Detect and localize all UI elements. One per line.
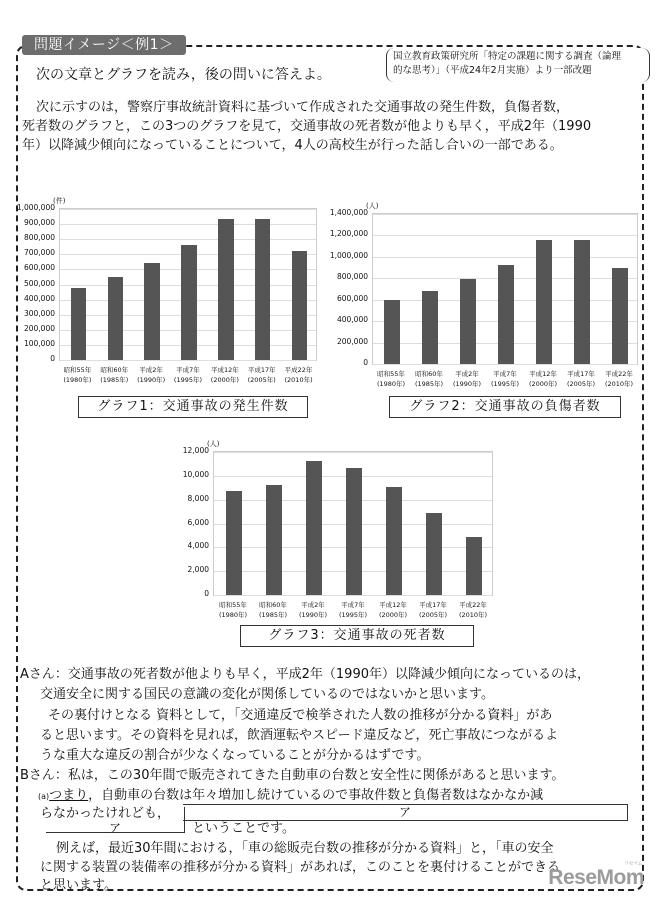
x-era-label: 昭和60年: [100, 366, 129, 374]
resemom-logo: [548, 861, 644, 890]
y-tick-label: 300,000: [23, 308, 55, 318]
bar: [498, 265, 514, 364]
gridline: [373, 257, 637, 258]
y-tick-label: 800,000: [23, 233, 55, 243]
bar: [384, 300, 400, 364]
intro-paragraph-line: 死者数のグラフと，この3つのグラフを見て，交通事故の死者数が他よりも早く，平成2年（1990: [22, 119, 592, 134]
instruction: 次の文章とグラフを読み，後の問いに答えよ。: [36, 67, 331, 83]
x-year-label: (1990年): [137, 376, 166, 384]
x-year-label: (2000年): [528, 380, 558, 388]
chart-injuries: [320, 195, 650, 425]
x-year-label: (2000年): [210, 376, 239, 384]
chart-accidents: [0, 195, 320, 425]
y-tick-label: 700,000: [23, 248, 55, 258]
source-citation: [386, 48, 650, 82]
plot-area: [372, 213, 638, 365]
chart-deaths: [170, 435, 500, 635]
x-era-label: 昭和55年: [219, 601, 247, 609]
x-year-label: (1995年): [173, 376, 203, 384]
y-tick-label: 8,000: [187, 493, 209, 503]
annotation-marker: (a): [38, 792, 50, 801]
x-year-label: (1980年): [63, 376, 92, 384]
bar: [422, 291, 438, 364]
x-era-label: 昭和60年: [259, 601, 287, 609]
y-tick-label: 1,400,000: [329, 208, 368, 217]
y-tick-label: 800,000: [336, 272, 368, 282]
x-era-label: 平成17年: [247, 366, 276, 374]
y-tick-label: 900,000: [23, 218, 55, 228]
blank-a-part1[interactable]: ア: [183, 804, 628, 821]
y-tick-label: 6,000: [187, 517, 209, 527]
dialogue-text: ，自動車の台数は年々増加し続けているので事故件数と負傷者数はなかなか減: [88, 788, 544, 803]
x-era-label: 平成12年: [379, 601, 407, 609]
gridline: [60, 209, 316, 210]
bar: [218, 219, 233, 360]
x-year-label: (1990年): [452, 380, 482, 388]
bar: [536, 240, 552, 364]
y-unit-label: (人): [207, 440, 220, 448]
x-year-label: (2000年): [378, 611, 408, 619]
gridline: [373, 214, 637, 215]
bar: [71, 288, 86, 360]
y-tick-label: 200,000: [336, 336, 368, 346]
plot-area: [59, 208, 317, 361]
x-year-label: (2010年): [458, 611, 488, 619]
y-tick-label: 0: [204, 589, 209, 598]
x-year-label: (1985年): [100, 376, 129, 384]
gridline: [214, 452, 492, 453]
y-tick-label: 1,000,000: [16, 203, 55, 212]
x-year-label: (2005年): [418, 611, 448, 619]
x-tick-label: [276, 365, 321, 385]
gridline: [60, 224, 316, 225]
y-tick-label: 600,000: [23, 263, 55, 273]
x-year-label: (1995年): [490, 380, 520, 388]
bar: [306, 461, 323, 595]
bar: [574, 240, 590, 364]
x-era-label: 平成7年: [493, 370, 517, 378]
x-year-label: (2010年): [284, 376, 313, 384]
bar: [108, 277, 123, 360]
blank-a-part2[interactable]: ア: [46, 807, 185, 833]
dialogue-a-line: その裏付けとなる 資料として，「交通違反で検挙された人数の推移が分かる資料」があ: [48, 708, 553, 723]
bar: [466, 537, 483, 595]
gridline: [214, 595, 492, 596]
plot-area: [213, 451, 493, 596]
dialogue-b-line: 例えば，最近30年間における，「車の総販売台数の推移が分かる資料」と，「車の安全: [56, 841, 554, 856]
dialogue-a-line: Aさん：交通事故の死者数が他よりも早く，平成2年（1990年）以降減少傾向になっているのは，: [20, 667, 590, 682]
x-era-label: 平成17年: [567, 370, 595, 378]
y-tick-label: 500,000: [23, 278, 55, 288]
bar: [255, 219, 270, 360]
x-year-label: (1990年): [298, 611, 328, 619]
bar: [292, 251, 307, 360]
bar: [386, 487, 403, 595]
x-era-label: 平成2年: [455, 370, 479, 378]
bar: [426, 513, 443, 595]
logo-kana: リセマム: [624, 861, 642, 867]
dialogue-b-line: Bさん：私は，この30年間で販売されてきた自動車の台数と安全性に関係があると思います。: [20, 768, 565, 783]
y-tick-label: 400,000: [336, 315, 368, 325]
dialogue-b-line: [38, 786, 543, 806]
y-tick-label: 100,000: [23, 338, 55, 348]
x-era-label: 平成22年: [605, 370, 633, 378]
x-era-label: 昭和60年: [415, 370, 443, 378]
dialogue-b-line: と思います。: [40, 878, 117, 893]
y-tick-label: 12,000: [182, 446, 209, 455]
x-era-label: 平成22年: [459, 601, 487, 609]
bar: [612, 268, 628, 364]
x-era-label: 平成17年: [419, 601, 447, 609]
intro-paragraph-line: 年）以降減少傾向になっていることについて，4人の高校生が行った話し合いの一部である。: [22, 138, 563, 153]
x-year-label: (2005年): [247, 376, 276, 384]
x-era-label: 昭和55年: [63, 366, 92, 374]
dialogue-b-line: ということです。: [192, 821, 295, 836]
gridline: [60, 360, 316, 361]
x-tick-label: [596, 369, 642, 389]
bar: [226, 491, 243, 595]
gridline: [60, 239, 316, 240]
x-year-label: (1995年): [338, 611, 368, 619]
question-label: 問題イメージ＜例1＞: [22, 35, 186, 55]
source-line: 国立教育政策研究所「特定の課題に関する調査（論理: [393, 51, 622, 62]
underlined-phrase: つまり: [49, 788, 89, 803]
x-year-label: (2005年): [566, 380, 596, 388]
gridline: [373, 364, 637, 365]
y-unit-label: (人): [366, 202, 379, 210]
chart-caption-2: グラフ2：交通事故の負傷者数: [389, 396, 621, 418]
x-era-label: 平成2年: [139, 366, 163, 374]
y-tick-label: 400,000: [23, 293, 55, 303]
x-era-label: 平成12年: [210, 366, 239, 374]
chart-caption-1: グラフ1：交通事故の発生件数: [78, 396, 308, 418]
bar: [346, 468, 363, 595]
bar: [181, 245, 196, 360]
x-era-label: 昭和55年: [377, 370, 405, 378]
logo-text: ReseMom: [548, 866, 644, 889]
y-tick-label: 1,000,000: [329, 250, 368, 260]
x-tick-label: [449, 600, 497, 620]
y-tick-label: 2,000: [187, 565, 209, 575]
x-era-label: 平成7年: [176, 366, 200, 374]
y-tick-label: 0: [363, 358, 368, 367]
dialogue-a-line: 交通安全に関する国民の意識の変化が関係しているのではないかと思います。: [40, 687, 494, 702]
bar: [266, 485, 283, 595]
x-year-label: (2010年): [604, 380, 634, 388]
y-unit-label: (件): [53, 197, 66, 205]
bar: [460, 279, 476, 364]
dialogue-a-line: ると思います。その資料を見れば，飲酒運転やスピード違反など，死亡事故につながるよ: [40, 728, 559, 743]
y-tick-label: 4,000: [187, 541, 209, 551]
dialogue-b-line: に関する装置の装備率の推移が分かる資料」があれば，このことを裏付けることができる: [40, 860, 561, 875]
x-era-label: 平成12年: [529, 370, 557, 378]
y-tick-label: 600,000: [336, 293, 368, 303]
x-era-label: 平成7年: [341, 601, 365, 609]
gridline: [373, 235, 637, 236]
source-line: 的な思考）」（平成24年2月実施）より一部改題: [393, 65, 592, 76]
x-year-label: (1980年): [376, 380, 406, 388]
x-year-label: (1980年): [218, 611, 248, 619]
x-year-label: (1985年): [414, 380, 444, 388]
bar: [144, 263, 159, 360]
intro-paragraph-line: 次に示すのは，警察庁事故統計資料に基づいて作成された交通事故の発生件数，負傷者数，: [36, 100, 570, 115]
y-tick-label: 200,000: [23, 323, 55, 333]
y-tick-label: 10,000: [182, 469, 209, 479]
dialogue-b-line: らなかったけれども，: [40, 806, 171, 821]
y-tick-label: 1,200,000: [329, 229, 368, 239]
chart-caption-3: グラフ3：交通事故の死者数: [240, 625, 474, 647]
y-tick-label: 0: [50, 354, 55, 363]
dialogue-a-line: うな重大な違反の割合が少なくなっていることが分かるはずです。: [40, 748, 430, 763]
x-year-label: (1985年): [258, 611, 288, 619]
x-era-label: 平成2年: [301, 601, 325, 609]
x-era-label: 平成22年: [284, 366, 313, 374]
